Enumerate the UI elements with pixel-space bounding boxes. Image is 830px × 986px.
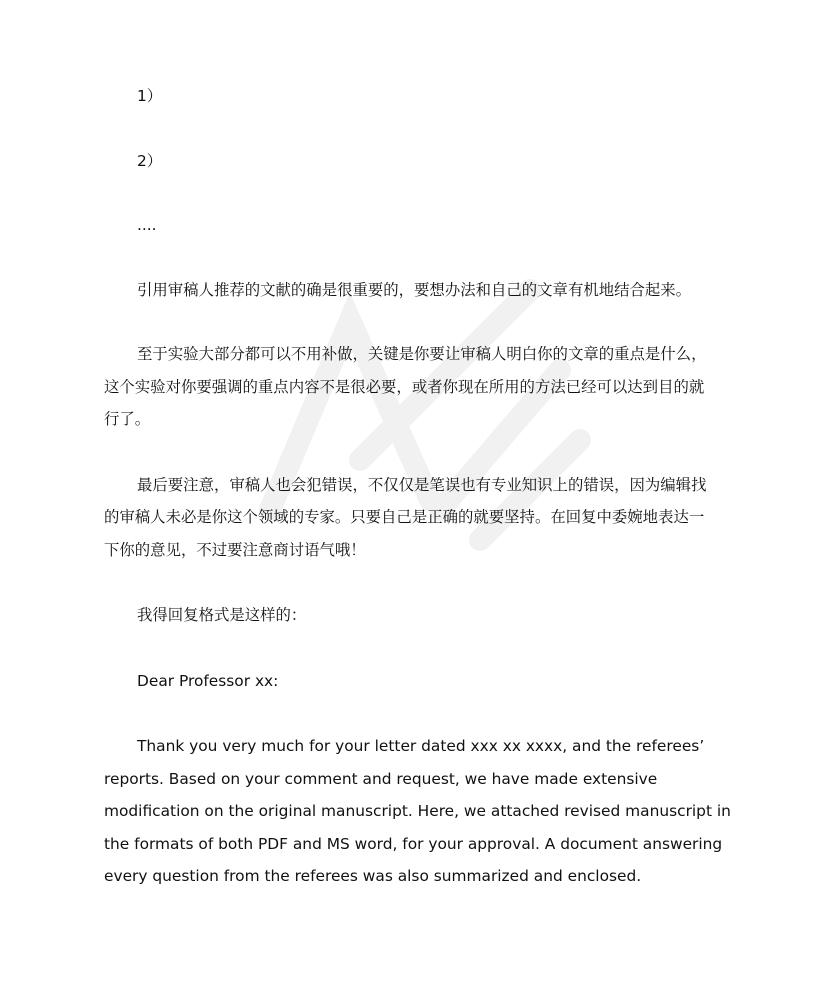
list-item: 1） [137,87,163,105]
letter-body [104,730,731,893]
letter-salutation: Dear Professor xx: [137,671,279,690]
letter-line: every question from the referees was also summarized and enclosed. [104,867,642,885]
letter-line: the formats of both PDF and MS word, for your approval. A document answering [104,834,723,853]
paragraph-line: 至于实验大部分都可以不用补做，关键是你要让审稿人明白你的文章的重点是什么， [137,345,707,363]
letter-line: reports. Based on your comment and request, we have made extensive [104,769,658,788]
paragraph-experiments [104,338,724,436]
paragraph-references: 引用审稿人推荐的文献的确是很重要的，要想办法和自己的文章有机地结合起来。 [137,280,692,299]
list-item: 2） [137,151,163,170]
paragraph-line: 行了。 [104,410,151,428]
list-item: .... [137,216,157,234]
letter-line: Thank you very much for your letter dated xxx xx xxxx, and the referees’ [137,737,705,755]
document-content [104,80,731,893]
paragraph-reply-format: 我得回复格式是这样的： [137,606,307,624]
paragraph-line: 最后要注意，审稿人也会犯错误，不仅仅是笔误也有专业知识上的错误，因为编辑找 [137,475,707,494]
paragraph-reviewer-errors [104,469,724,567]
letter-line: modification on the original manuscript. Here, we attached revised manuscript in [104,802,731,820]
paragraph-line: 这个实验对你要强调的重点内容不是很必要，或者你现在所用的方法已经可以达到目的就 [104,377,705,396]
paragraph-line: 的审稿人未必是你这个领域的专家。只要自己是正确的就要坚持。在回复中委婉地表达一 [104,508,705,526]
paragraph-line: 下你的意见，不过要注意商讨语气哦！ [104,540,366,559]
